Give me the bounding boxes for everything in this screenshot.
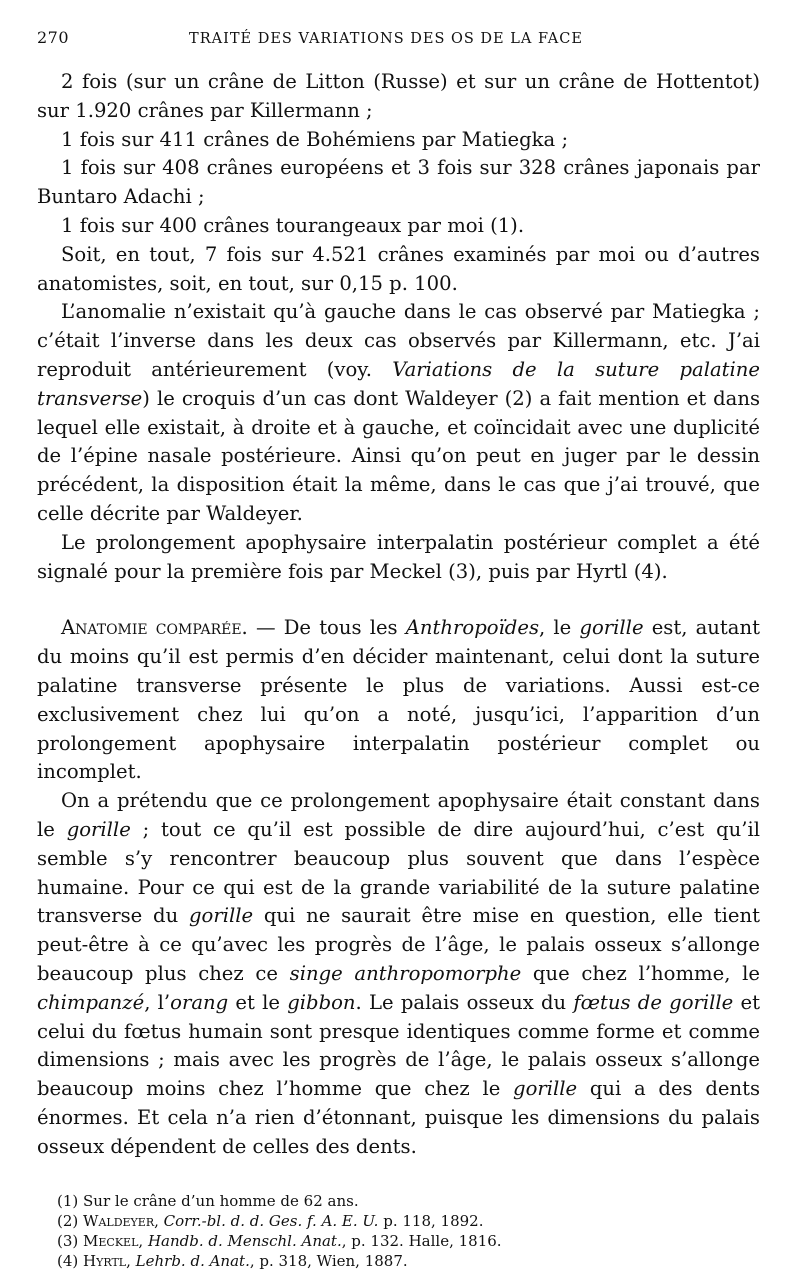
total-paragraph: Soit, en tout, 7 fois sur 4.521 crânes examinés par moi ou d’autres anatomistes, soit, en tout, sur 0,15 p. 100. — [37, 242, 760, 295]
count-item: 2 fois (sur un crâne de Litton (Russe) et sur un crâne de Hottentot) sur 1.920 crânes par Killermann ; — [37, 70, 760, 122]
gorilla-text-6: et le — [228, 990, 288, 1014]
cited-work-title: Variations de la suture palatine transverse — [37, 357, 761, 410]
footnote: (3) Meckel, Handb. d. Menschl. Anat., p. 132. Halle, 1816. — [57, 1232, 502, 1251]
anomaly-text-1: L’anomalie n’existait qu’à gauche dans le cas observé par Matiegka ; c’était l’inverse dans les deux cas observés par Killermann, etc. J’ai reproduit antérieurement (voy. — [37, 300, 760, 381]
gorilla-paragraph — [37, 787, 760, 1161]
footnotes — [37, 1191, 760, 1271]
footnote-text: p. 118, 1892. — [378, 1212, 484, 1231]
footnote-author: Waldeyer — [83, 1212, 155, 1231]
footnote-title: Lehrb. d. Anat. — [135, 1252, 250, 1271]
footnote-author: Meckel — [83, 1232, 139, 1251]
anomaly-paragraph — [37, 298, 760, 528]
footnote-author: Hyrtl — [83, 1252, 127, 1271]
gorilla-italic-5: orang — [170, 990, 229, 1014]
footnote-number: (1) — [57, 1192, 79, 1211]
footnote-text: , p. 132. Halle, 1816. — [341, 1232, 502, 1251]
footnote-number: (2) — [57, 1212, 79, 1231]
gorilla-italic-4: chimpanzé — [37, 990, 145, 1014]
footnote-text: Sur le crâne d’un homme de 62 ans. — [83, 1192, 359, 1211]
section-heading: Anatomie comparée. — [61, 616, 248, 640]
footnote-title: Corr.-bl. d. d. Ges. f. A. E. U. — [163, 1212, 379, 1231]
gorilla-text-3: qui ne saurait être mise en question, elle tient peut-être à ce qu’avec les progrès de l’âge, le palais osseux s’allonge beaucoup plus chez ce — [37, 904, 760, 985]
count-item: 1 fois sur 408 crânes européens et 3 fois sur 328 crânes japonais par Buntaro Adachi ; — [37, 156, 760, 209]
gorilla-italic-1: gorille — [66, 817, 131, 841]
footnote: (2) Waldeyer, Corr.-bl. d. d. Ges. f. A. E. U. p. 118, 1892. — [57, 1212, 484, 1231]
section-italic-2: gorille — [579, 616, 644, 640]
gorilla-text-2: ; tout ce qu’il est possible de dire aujourd’hui, c’est qu’il semble s’y rencontrer beaucoup plus souvent que dans l’espèce humaine. Pour ce qui est de la grande variabilité de la suture palatine transverse du — [37, 817, 760, 928]
section-italic-1: Anthropoïdes — [405, 616, 540, 640]
gorilla-italic-6: gibbon — [287, 990, 356, 1014]
footnote: (4) Hyrtl, Lehrb. d. Anat., p. 318, Wien, 1887. — [57, 1252, 408, 1271]
footnote-number: (3) — [57, 1232, 79, 1251]
gorilla-text-9: qui a des dents énormes. Et cela n’a rien d’étonnant, puisque les dimensions du palais osseux dépendent de celles des dents. — [37, 1077, 761, 1158]
gorilla-text-5: , l’ — [144, 990, 171, 1014]
gorilla-text-4: que chez l’homme, le — [521, 961, 760, 985]
count-item: 1 fois sur 411 crânes de Bohémiens par Matiegka ; — [61, 127, 569, 151]
gorilla-text-1: On a prétendu que ce prolongement apophysaire était constant dans le — [37, 789, 760, 841]
comparative-anatomy-paragraph — [37, 614, 760, 787]
gorilla-text-7: . Le palais osseux du — [355, 990, 574, 1014]
gorilla-italic-2: gorille — [189, 904, 254, 928]
section-text-1: — De tous les — [247, 616, 406, 640]
gorilla-italic-7: fœtus de gorille — [573, 990, 734, 1014]
page-header — [37, 28, 760, 62]
gorilla-italic-3: singe anthropomorphe — [289, 961, 522, 985]
running-title: TRAITÉ DES VARIATIONS DES OS DE LA FACE — [189, 31, 583, 47]
footnote-title: Handb. d. Menschl. Anat. — [147, 1232, 342, 1251]
footnote-text: , p. 318, Wien, 1887. — [249, 1252, 408, 1271]
main-text — [37, 68, 760, 1161]
gorilla-italic-8: gorille — [513, 1077, 578, 1101]
meckel-paragraph: Le prolongement apophysaire interpalatin postérieur complet a été signalé pour la première fois par Meckel (3), puis par Hyrtl (4). — [37, 530, 760, 583]
count-item: 1 fois sur 400 crânes tourangeaux par moi (1). — [61, 213, 525, 237]
anomaly-text-2: ) le croquis d’un cas dont Waldeyer (2) a fait mention et dans lequel elle existait, à droite et à gauche, et coïncidait avec une duplicité de l’épine nasale postérieure. Ainsi qu’on peut en juger par le dessin précédent, la disposition était la même, dans le cas que j’ai trouvé, que celle décrite par Waldeyer. — [37, 386, 760, 525]
footnote — [57, 1191, 760, 1211]
gorilla-text-8: et celui du fœtus humain sont presque identiques comme forme et comme dimensions ; mais avec les progrès de l’âge, le palais osseux s’allonge beaucoup moins chez l’homme que chez le — [37, 990, 760, 1101]
section-text-3: est, autant du moins qu’il est permis d’en décider maintenant, celui dont la suture palatine transverse présente le plus de variations. Aussi est-ce exclusivement chez lui qu’on a noté, jusqu’ici, l’apparition d’un prolongement apophysaire interpalatin postérieur complet ou incomplet. — [37, 616, 760, 784]
section-text-2: , le — [539, 616, 580, 640]
page-number: 270 — [37, 28, 70, 47]
footnote-number: (4) — [57, 1252, 79, 1271]
